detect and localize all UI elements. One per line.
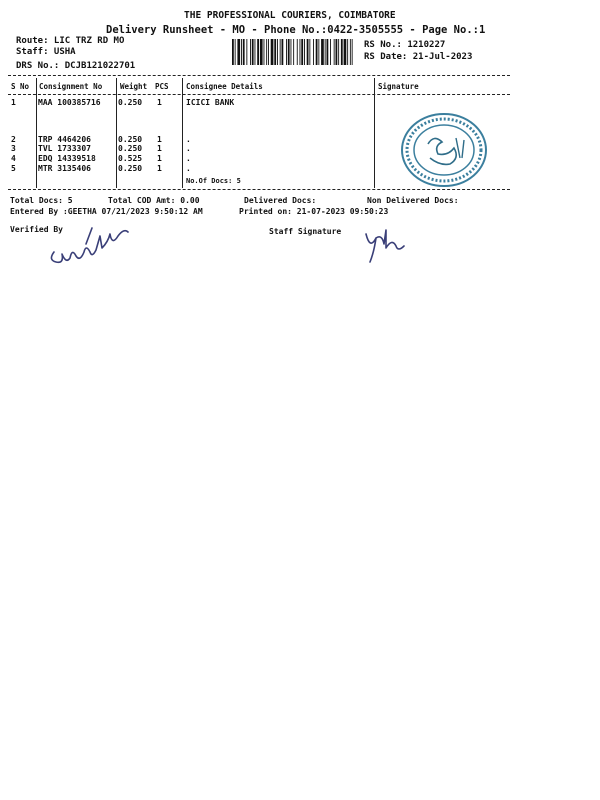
- cell-weight: 0.525: [118, 154, 143, 163]
- non-delivered-docs: Non Delivered Docs:: [367, 196, 459, 205]
- col-header-consignee: Consignee Details: [186, 82, 263, 91]
- cell-sno: 3: [11, 144, 16, 153]
- cell-consignment: TRP 4464206: [38, 135, 91, 144]
- staff-signature-label: Staff Signature: [269, 227, 342, 236]
- cell-consignment: EDQ 14339518: [38, 154, 96, 163]
- cell-consignee: ICICI BANK: [186, 98, 235, 107]
- verifier-signature: [46, 222, 136, 268]
- cell-consignment: MTR 3135406: [38, 164, 91, 173]
- total-cod-amount: Total COD Amt: 0.00: [108, 196, 200, 205]
- runsheet-title: Delivery Runsheet - MO - Phone No.:0422-3505555 - Page No.:1: [106, 24, 486, 36]
- verified-by-label: Verified By: [10, 225, 63, 234]
- col-header-consignment: Consignment No: [39, 82, 103, 91]
- staff-signature: [358, 224, 418, 264]
- cell-consignment: TVL 1733307: [38, 144, 91, 153]
- cell-sno: 1: [11, 98, 16, 107]
- total-docs: Total Docs: 5: [10, 196, 73, 205]
- rs-number: RS No.: 1210227: [364, 40, 446, 50]
- cell-consignee: .: [186, 164, 191, 173]
- col-header-sno: S No: [11, 82, 30, 91]
- delivered-docs: Delivered Docs:: [244, 196, 317, 205]
- cell-weight: 0.250: [118, 135, 143, 144]
- col-header-pcs: PCS: [155, 82, 169, 91]
- col-divider: [182, 78, 183, 188]
- entered-by: Entered By :GEETHA 07/21/2023 9:50:12 AM: [10, 207, 203, 216]
- rs-date: RS Date: 21-Jul-2023: [364, 52, 473, 62]
- staff-label: Staff: USHA: [16, 47, 76, 57]
- col-divider: [116, 78, 117, 188]
- cell-pcs: 1: [157, 154, 162, 163]
- printed-on: Printed on: 21-07-2023 09:50:23: [239, 207, 389, 216]
- table-header-rule: [8, 94, 510, 95]
- cell-weight: 0.250: [118, 144, 143, 153]
- cell-pcs: 1: [157, 98, 162, 107]
- cell-weight: 0.250: [118, 164, 143, 173]
- col-divider: [374, 78, 375, 188]
- cell-sno: 5: [11, 164, 16, 173]
- cell-consignment: MAA 100385716: [38, 98, 101, 107]
- cell-pcs: 1: [157, 144, 162, 153]
- col-header-signature: Signature: [378, 82, 419, 91]
- cell-weight: 0.250: [118, 98, 143, 107]
- cell-pcs: 1: [157, 164, 162, 173]
- col-divider: [36, 78, 37, 188]
- bank-seal-stamp: [398, 110, 490, 190]
- cell-consignee: .: [186, 154, 191, 163]
- cell-sno: 2: [11, 135, 16, 144]
- barcode-image: [231, 39, 356, 65]
- table-top-rule: [8, 75, 510, 76]
- company-name: THE PROFESSIONAL COURIERS, COIMBATORE: [184, 10, 396, 21]
- route-label: Route: LIC TRZ RD MO: [16, 36, 125, 46]
- cell-consignee: .: [186, 135, 191, 144]
- cell-pcs: 1: [157, 135, 162, 144]
- no-of-docs: No.Of Docs: 5: [186, 177, 241, 185]
- cell-sno: 4: [11, 154, 16, 163]
- col-header-weight: Weight: [120, 82, 148, 91]
- drs-number: DRS No.: DCJB121022701: [16, 61, 136, 71]
- cell-consignee: .: [186, 144, 191, 153]
